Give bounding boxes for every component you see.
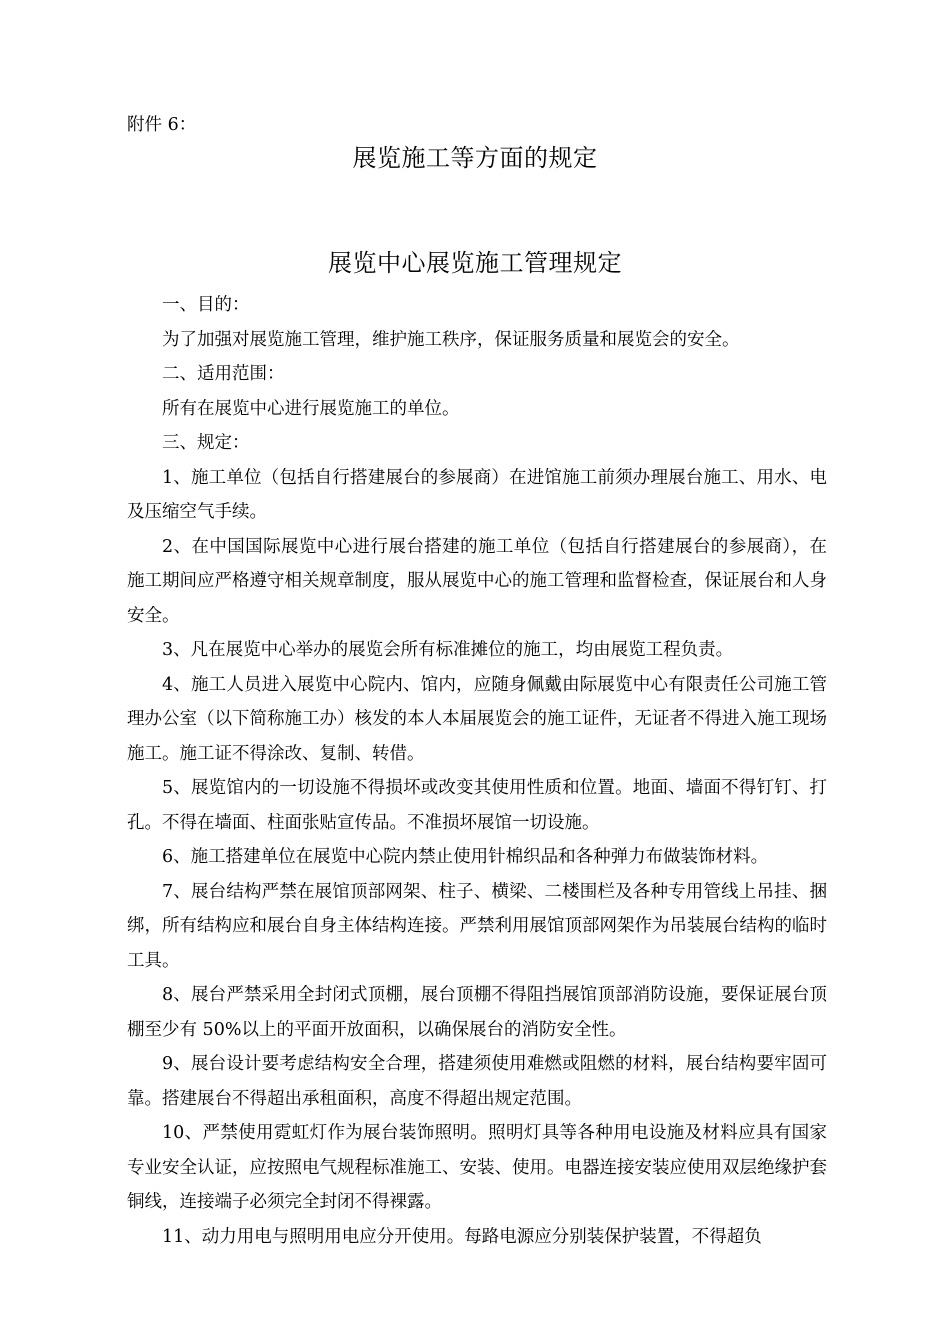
rule-item: 10、严禁使用霓虹灯作为展台装饰照明。照明灯具等各种用电设施及材料应具有国家专业安全认证，应按照电气规程标准施工、安装、使用。电器连接安装应使用双层绝缘护套铜线，连接端子必须完全封闭不得裸露。	[127, 1123, 827, 1212]
rule-item: 5、展览馆内的一切设施不得损坏或改变其使用性质和位置。地面、墙面不得钉钉、打孔。不得在墙面、柱面张贴宣传品。不准损坏展馆一切设施。	[127, 778, 827, 833]
rule-item: 2、在中国国际展览中心进行展台搭建的施工单位（包括自行搭建展台的参展商），在施工期间应严格遵守相关规章制度，服从展览中心的施工管理和监督检查，保证展台和人身安全。	[127, 536, 827, 626]
body-text	[127, 288, 827, 1254]
paragraph: 为了加强对展览施工管理，维护施工秩序，保证服务质量和展览会的安全。	[162, 329, 740, 350]
attachment-label: 附件 6：	[127, 115, 197, 135]
rule-item: 8、展台严禁采用全封闭式顶棚，展台顶棚不得阻挡展馆顶部消防设施，要保证展台顶棚至少有 50%以上的平面开放面积，以确保展台的消防安全性。	[127, 985, 827, 1040]
section-heading-purpose: 一、目的：	[162, 295, 250, 315]
paragraph: 所有在展览中心进行展览施工的单位。	[162, 398, 460, 419]
rule-item: 9、展台设计要考虑结构安全合理，搭建须使用难燃或阻燃的材料，展台结构要牢固可靠。搭建展台不得超出承租面积，高度不得超出规定范围。	[127, 1054, 827, 1109]
sub-title: 展览中心展览施工管理规定	[328, 249, 622, 277]
rule-item: 6、施工搭建单位在展览中心院内禁止使用针棉织品和各种弹力布做装饰材料。	[162, 847, 769, 867]
rule-item: 7、展台结构严禁在展馆顶部网架、柱子、横梁、二楼围栏及各种专用管线上吊挂、捆绑，所有结构应和展台自身主体结构连接。严禁利用展馆顶部网架作为吊装展台结构的临时工具。	[127, 881, 827, 971]
rule-item: 4、施工人员进入展览中心院内、馆内，应随身佩戴由际展览中心有限责任公司施工管理办公室（以下简称施工办）核发的本人本届展览会的施工证件，无证者不得进入施工现场施工。施工证不得涂改、复制、转借。	[127, 674, 827, 764]
rule-item: 1、施工单位（包括自行搭建展台的参展商）在进馆施工前须办理展台施工、用水、电及压缩空气手续。	[127, 467, 827, 522]
section-heading-scope: 二、适用范围：	[162, 364, 285, 384]
main-title: 展览施工等方面的规定	[352, 144, 598, 172]
rule-item: 3、凡在展览中心举办的展览会所有标准摊位的施工，均由展览工程负责。	[162, 640, 734, 660]
rule-item: 11、动力用电与照明用电应分开使用。每路电源应分别装保护装置，不得超负	[162, 1226, 762, 1247]
section-heading-rules: 三、规定：	[162, 433, 250, 453]
